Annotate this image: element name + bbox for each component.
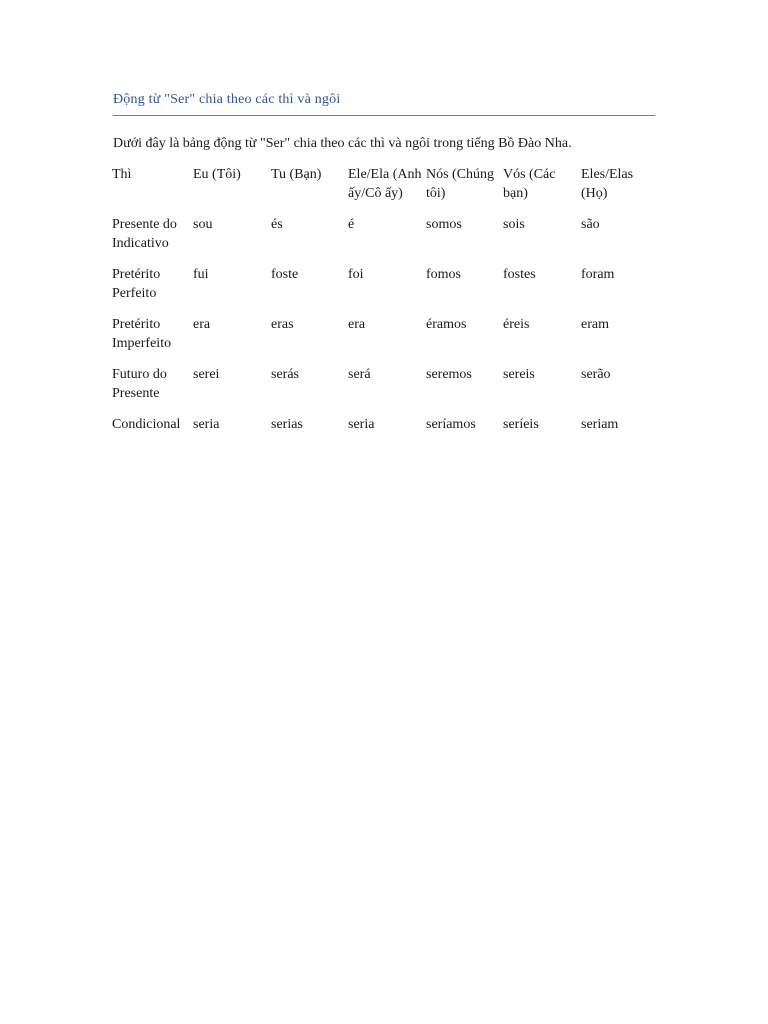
table-cell: Presente do Indicativo <box>112 217 177 251</box>
table-cell: seríamos <box>426 417 476 432</box>
table-cell: seriam <box>581 417 619 432</box>
table-cell: Pretérito Perfeito <box>112 267 161 301</box>
header-cell-tu: Tu (Bạn) <box>271 167 322 182</box>
table-cell: sois <box>503 217 525 232</box>
table-cell: foram <box>581 267 615 282</box>
header-cell-tense: Thì <box>112 167 132 182</box>
table-cell: éramos <box>426 317 467 332</box>
table-cell: serei <box>193 367 220 382</box>
header-cell-ele-ela: Ele/Ela (Anh ấy/Cô ấy) <box>348 167 422 201</box>
table-cell: será <box>348 367 371 382</box>
table-cell: seríeis <box>503 417 539 432</box>
table-cell: serias <box>271 417 303 432</box>
conjugation-table <box>112 165 654 446</box>
table-row <box>112 365 654 415</box>
table-cell: Futuro do Presente <box>112 367 167 401</box>
table-cell: serás <box>271 367 299 382</box>
table-cell: eras <box>271 317 294 332</box>
table-cell: sereis <box>503 367 535 382</box>
table-cell: era <box>348 317 366 332</box>
table-cell: Pretérito Imperfeito <box>112 317 172 351</box>
intro-paragraph: Dưới đây là bảng động từ "Ser" chia theo các thì và ngôi trong tiếng Bồ Đào Nha. <box>113 136 572 151</box>
header-cell-nos: Nós (Chúng tôi) <box>426 167 495 201</box>
table-row <box>112 265 654 315</box>
table-row <box>112 215 654 265</box>
table-cell: Condicional <box>112 417 181 432</box>
table-cell: éreis <box>503 317 530 332</box>
table-header-row <box>112 165 654 215</box>
table-cell: fomos <box>426 267 461 282</box>
table-cell: fostes <box>503 267 536 282</box>
header-cell-eu: Eu (Tôi) <box>193 167 241 182</box>
table-cell: seremos <box>426 367 472 382</box>
table-cell: era <box>193 317 211 332</box>
table-cell: são <box>581 217 600 232</box>
table-cell: és <box>271 217 283 232</box>
table-cell: foste <box>271 267 299 282</box>
table-cell: seria <box>348 417 375 432</box>
table-cell: serão <box>581 367 611 382</box>
table-cell: eram <box>581 317 609 332</box>
table-cell: fui <box>193 267 209 282</box>
table-cell: somos <box>426 217 462 232</box>
document-heading: Động từ "Ser" chia theo các thì và ngôi <box>113 91 655 116</box>
table-cell: foi <box>348 267 364 282</box>
table-cell: é <box>348 217 355 232</box>
table-cell: sou <box>193 217 213 232</box>
header-cell-eles-elas: Eles/Elas (Họ) <box>581 167 634 201</box>
header-cell-vos: Vós (Các bạn) <box>503 167 556 201</box>
table-cell: seria <box>193 417 220 432</box>
table-row <box>112 415 654 446</box>
table-row <box>112 315 654 365</box>
